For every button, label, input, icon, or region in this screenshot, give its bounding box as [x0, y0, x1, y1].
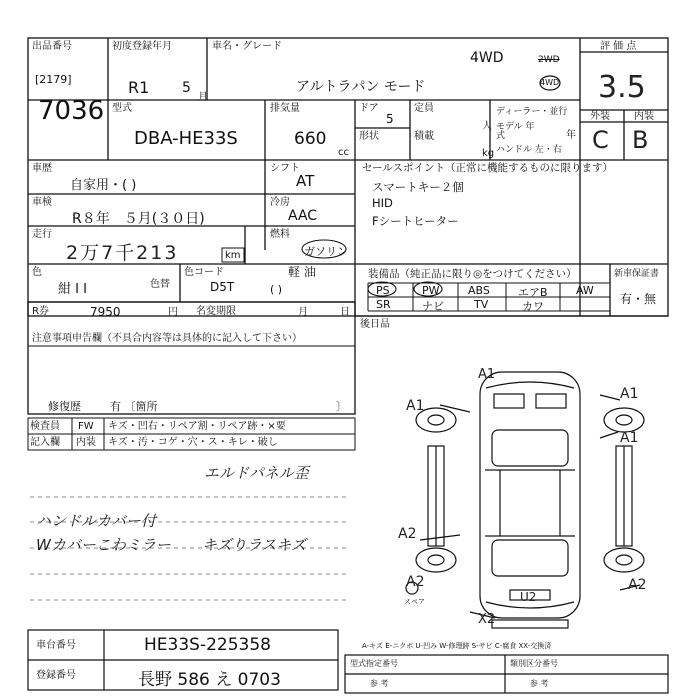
ac-value: AAC: [288, 208, 318, 224]
repair-label: 修復歴: [48, 400, 81, 413]
mark-rear-center: U2: [520, 590, 537, 604]
plate-value: 長野 586 え 0703: [138, 670, 281, 690]
drive-4wd: 4WD: [470, 50, 504, 66]
history-label: 車歴: [32, 163, 52, 174]
mark-left-rear: A2: [406, 574, 425, 590]
type-ref: 参 考: [370, 679, 389, 688]
spare-label: スペア: [404, 598, 425, 606]
doors-label: ドア: [359, 103, 379, 114]
model-value: DBA-HE33S: [134, 128, 238, 149]
inspector-fw: FW: [78, 421, 94, 432]
drive-awd: 4WD: [540, 78, 560, 87]
reg-month: 5: [182, 80, 191, 96]
equip-tv: TV: [474, 298, 489, 311]
recycle-value: 7950: [90, 305, 121, 319]
ext-grade: C: [592, 126, 609, 154]
lot-label: 出品番号: [32, 41, 72, 52]
new-cert-value: 有・無: [620, 292, 657, 306]
repair-value: 有 〔箇所: [110, 400, 158, 413]
cap-label: 定員: [414, 103, 434, 114]
equip-airbag: エアB: [518, 286, 548, 299]
equip-leather: カワ: [522, 300, 544, 313]
color-code-label: 色コード: [184, 267, 224, 278]
equip-ps: PS: [376, 284, 390, 297]
mark-left-side: A2: [398, 526, 417, 542]
cap-unit: 人: [482, 121, 492, 132]
mileage-value: 2万7千213: [66, 242, 179, 264]
disp-unit: cc: [338, 147, 349, 158]
repair-close: 〕: [336, 400, 347, 413]
reg-month-unit: 月: [198, 92, 208, 103]
lot-number: 7036: [38, 96, 105, 126]
score-value: 3.5: [598, 70, 646, 105]
score-label: 評 価 点: [600, 41, 637, 52]
year-unit: 年: [566, 130, 576, 141]
fuel-label: 燃料: [270, 229, 290, 240]
equipment-label: 装備品（純正品に限り◎をつけてください）: [368, 268, 577, 280]
chassis-label: 車台番号: [36, 640, 76, 651]
type-label: 型式指定番号: [350, 659, 398, 668]
mark-right-fender: A1: [620, 430, 639, 446]
shift-value: AT: [296, 172, 315, 190]
recycle-day: 日: [340, 307, 350, 318]
rear-seat-label: 後日品: [360, 319, 390, 330]
int-grade: B: [632, 126, 649, 154]
new-cert-label: 新車保証書: [614, 269, 660, 279]
fuel-light: 軽 油: [288, 265, 316, 279]
notes-label: 注意事項申告欄（不具合内容等は具体的に記入して下さい）: [32, 333, 302, 344]
equip-sr: SR: [376, 298, 391, 311]
remark-line-3: Wカバーこわミラー: [36, 536, 171, 554]
equip-navi: ナビ: [422, 300, 444, 313]
recycle-unit: 円: [168, 307, 178, 318]
car-name: アルトラパン モード: [296, 79, 426, 95]
equip-abs: ABS: [468, 284, 490, 297]
ext-label: 外装: [590, 111, 610, 122]
color-swap-label: 色替: [150, 279, 170, 290]
recycle-label: R券: [32, 306, 49, 317]
reg-era: R1: [128, 78, 150, 97]
sales-item-2: HID: [372, 196, 393, 210]
drive-2wd: 2WD: [538, 55, 560, 65]
mark-front-right: A1: [620, 386, 639, 402]
mark-front-top: A1: [478, 367, 496, 382]
name-label: 車名・グレード: [212, 41, 282, 52]
inspector-label: 検査員: [30, 421, 60, 432]
remark-line-4: キズりラスキズ: [202, 536, 306, 554]
sales-item-1: スマートキー２個: [372, 180, 464, 194]
color-value: 紺 I I: [58, 282, 87, 297]
load-label: 積載: [414, 131, 434, 142]
chassis-value: HE33S-225358: [144, 635, 271, 655]
inspector-int: 内装: [76, 437, 96, 448]
color-paren: ( ): [270, 283, 283, 296]
name-change-label: 名変期限: [196, 306, 236, 317]
mark-rear-bumper: X2: [478, 612, 496, 627]
inspector-line2: キズ・汚・コゲ・穴・ス・キレ・破し: [108, 437, 278, 448]
equip-pw: PW: [422, 284, 440, 297]
inspection-value: R８年 ５月(３０日): [72, 211, 205, 227]
mark-right-rear: A2: [628, 577, 647, 593]
ac-label: 冷房: [270, 197, 290, 208]
color-label: 色: [32, 267, 42, 278]
recycle-month: 月: [298, 307, 308, 318]
diagram-legend: A-キズ E-ニクボ U-凹み W-修理跡 S-サビ C-腐食 XX-交換済: [362, 642, 552, 650]
sales-item-3: Fシートヒーター: [372, 214, 459, 228]
class-ref: 参 考: [530, 679, 549, 688]
equip-aw: AW: [576, 284, 594, 297]
entry-label: 記入欄: [30, 437, 60, 448]
history-value: 自家用・( ): [70, 178, 137, 193]
remark-line-1: エルドパネル歪: [204, 464, 309, 482]
model-label: 型式: [112, 103, 132, 114]
plate-label: 登録番号: [36, 670, 76, 681]
model-year-label: モデル 年式: [496, 122, 535, 141]
handle-label: ハンドル 左・右: [496, 145, 562, 155]
load-unit: kg: [482, 148, 495, 159]
class-label: 類別区分番号: [510, 659, 558, 668]
dealer-label: ディーラー・並行: [496, 107, 568, 117]
mark-front-left: A1: [406, 398, 425, 414]
lot-small: [2179]: [35, 73, 72, 86]
disp-value: 660: [294, 129, 327, 149]
shape-label: 形状: [359, 131, 379, 142]
inspection-label: 車検: [32, 197, 52, 208]
doors-value: 5: [386, 112, 394, 126]
fuel-gas: ガソリン: [304, 245, 348, 258]
int-label: 内装: [634, 111, 654, 122]
disp-label: 排気量: [270, 103, 300, 114]
shift-label: シフト: [270, 163, 300, 174]
mileage-label: 走行: [32, 229, 52, 240]
sales-label: セールスポイント（正常に機能するものに限ります）: [362, 162, 614, 174]
reg-label: 初度登録年月: [112, 41, 172, 52]
mileage-unit: km: [225, 250, 241, 261]
inspector-line1: キズ・凹右・リペア割・リペア跡・×要: [108, 421, 286, 432]
remark-line-2: ハンドルカバー付: [36, 512, 157, 530]
color-code: D5T: [210, 280, 235, 294]
